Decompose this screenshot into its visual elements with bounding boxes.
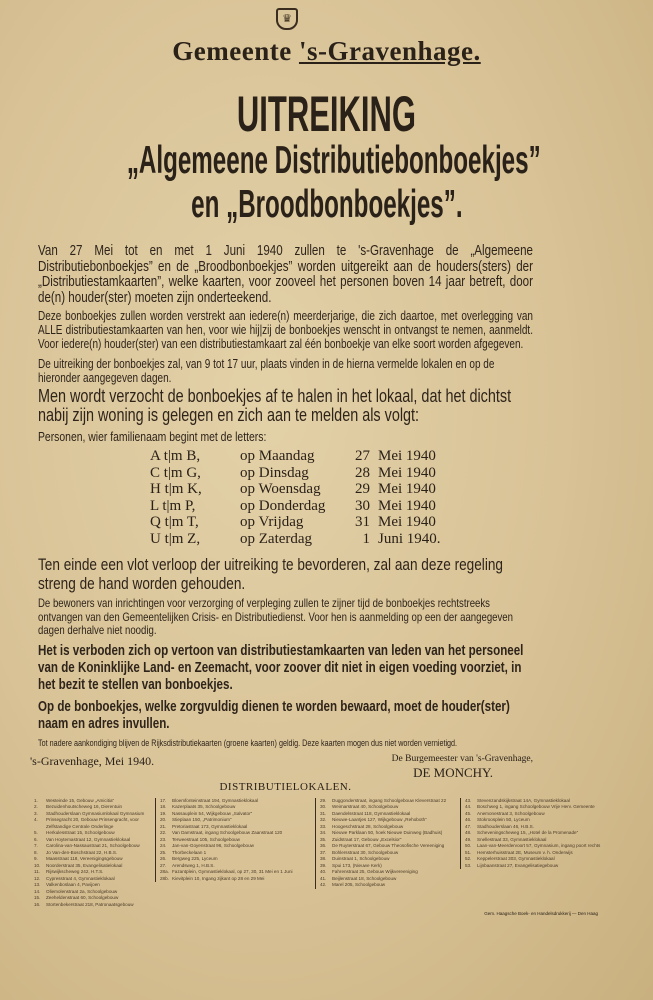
schedule-row: C t|m G, op Dinsdag 28 Mei 1940 <box>150 464 436 481</box>
poster-body <box>30 243 601 917</box>
location-address: Arendsweg 1, H.B.S. <box>172 862 215 868</box>
location-number: 25. <box>160 849 167 855</box>
location-number: 44. <box>465 804 472 809</box>
location-number: 20. <box>160 817 167 822</box>
location-number: 32. <box>320 817 327 822</box>
schedule-table <box>150 448 533 547</box>
location-address: Van Hoytemastraat 12, Gymnastieklokaal <box>46 836 131 842</box>
location-number: 14. <box>34 888 41 894</box>
location-address: Stadhouderslaan 46, H.B.S. <box>477 823 534 829</box>
paragraph-letters: Personen, wier familienaam begint met de letters: <box>38 429 267 444</box>
location-address: Bezuidenhoutscheweg 16, Dierentuin <box>46 804 123 809</box>
location-address: Duggonderstraat, ingang Schoolgebouw Kleverstraat 22 <box>332 797 447 803</box>
location-address: Hemsterhuisstraat 2E, Museum v. h. Onderwijs <box>477 849 573 855</box>
paragraph-issuance: Deze bonboekjes zullen worden verstrekt aan iedere(n) meerderjarige, die zich daartoe, met overlegging van ALLE distributiestamkaarten van hen, voor wie hij|zij de bonboekjes wenscht in ontvangst te nemen, aanmeldt. Voor iedere(n) houder(ster) van een distributiestamkaart zal één bonboekje van elke soort worden afgegeven. <box>38 309 533 351</box>
location-address: Weimarstraat 40, Schoolgebouw <box>332 804 399 809</box>
location-number: 19. <box>160 810 167 816</box>
location-number: 10. <box>34 862 41 868</box>
location-number: 40. <box>320 869 327 874</box>
location-address: Prinsegracht 20, Gebouw Prinsengracht, voor Zelfstandige Centrale Onderlinge <box>46 817 139 829</box>
location-address: Stadhouderslaan Gymnasiumlokaal Gymnasium <box>46 810 145 816</box>
signature-block <box>30 754 533 780</box>
location-address: Duinstraat 1, Schoolgebouw <box>332 856 390 861</box>
location-address: Keppelerstraat 303, Gymnastieklokaal <box>477 856 555 861</box>
location-address: Kazerplaats 35, Schoolgebouw <box>172 804 236 809</box>
location-item <box>320 882 456 889</box>
location-address: Pretoriastraat 173, Gymnastieklokaal <box>172 823 248 829</box>
location-address: Snellestraat 33, Gymnastieklokaal <box>477 836 547 842</box>
location-number: 28a. <box>160 869 169 874</box>
location-number: 23. <box>160 836 167 842</box>
location-number: 15. <box>34 895 41 900</box>
location-address: Laan-van-Meerdervoort 57, Gymnasium, ingang poort rechts <box>477 843 601 848</box>
location-number: 16. <box>34 901 41 907</box>
place-date: 's-Gravenhage, Mei 1940. <box>30 753 155 768</box>
location-number: 38. <box>320 856 327 861</box>
locations-column <box>460 798 620 870</box>
title-line-1: UITREIKING <box>236 86 417 142</box>
location-address: Lijnbaanstraat 27, Evangelisatiegebouw <box>477 862 559 868</box>
location-address: Rijswijkscheweg 242, H.T.S. <box>46 869 104 874</box>
location-number: 13. <box>34 882 41 887</box>
crest-icon: ♛ <box>276 8 298 30</box>
location-address: Nieuwe-Laantjes 127, Wijkgebouw „Rehoboth” <box>332 817 427 822</box>
location-number: 46. <box>465 817 472 822</box>
location-address: Beijlenstraat 18, Schoolgebouw <box>332 875 397 881</box>
location-address: Kievitplein 10, Ingang zijkant op 28 en 29 Mei <box>172 875 265 881</box>
location-number: 26. <box>160 856 167 861</box>
location-address: Stieplaan 150, „Patrimonium” <box>172 817 232 822</box>
location-address: Van Damstraat, ingang Schoolgebouw Zaanstraat 120 <box>172 830 283 835</box>
location-number: 35. <box>320 836 327 842</box>
location-address: Marel 205, Schoolgebouw <box>332 882 386 887</box>
location-number: 27. <box>160 862 167 868</box>
paragraph-fill-in: Op de bonboekjes, welke zorgvuldig dienen te worden bewaard, moet de houder(ster) naam en adres invullen. <box>38 698 510 732</box>
location-number: 42. <box>320 882 327 887</box>
location-item <box>465 863 616 870</box>
location-address: Jo Van-den-Boschstraat 22, H.B.S. <box>46 849 118 855</box>
paragraph-green-cards: Tot nadere aankondiging blijven de Rijksdistributiekaarten (groene kaarten) geldig. Deze kaarten mogen dus niet worden vernietigd. <box>38 737 458 748</box>
location-address: Zeeheldenstraat 60, Schoolgebouw <box>46 895 119 900</box>
location-address: Stokroosplein 50, Lyceum <box>477 817 530 822</box>
location-number: 47. <box>465 823 472 829</box>
location-address: Valkenboslaan 4, Pavijoen <box>46 882 100 887</box>
signer <box>392 754 533 780</box>
locations-heading: DISTRIBUTIELOKALEN. <box>219 780 352 793</box>
location-number: 31. <box>320 810 327 816</box>
location-address: Daendelsstraat 118, Gymnastieklokaal <box>332 810 411 816</box>
paragraph-order: Ten einde een vlot verloop der uitreiking te bevorderen, zal aan deze regeling streng de hand worden gehouden. <box>38 555 503 593</box>
location-number: 29. <box>320 797 327 803</box>
location-number: 28b. <box>160 875 169 881</box>
location-number: 34. <box>320 830 327 835</box>
location-address: Bloemfonteinstraat 194, Gymnastieklokaal <box>172 797 259 803</box>
locations-list <box>30 798 630 909</box>
paragraph-prohibition: Het is verboden zich op vertoon van distributiestamkaarten van leden van het personeel van de Koninklijke Land- en Zeemacht, voor zoover dit niet in eigen voeding voorziet, in het bezit te stellen van bonboekjes. <box>38 642 524 693</box>
location-address: Fazantplein, Gymnastieklokaal, op 27, 30, 31 Mei en 1 Juni <box>172 869 293 874</box>
location-address: Zuidstraat 17, Gebouw „Excelsior” <box>332 836 402 842</box>
location-number: 52. <box>465 856 472 861</box>
location-address: Spui 173, (Nieuwe Kerk) <box>332 862 382 868</box>
location-number: 3. <box>34 810 38 816</box>
municipality-heading <box>0 36 653 67</box>
title-line-3: en „Broodbonboekjes”. <box>190 183 463 226</box>
location-number: 8. <box>34 849 38 855</box>
locations-column <box>155 798 315 883</box>
location-number: 21. <box>160 823 167 829</box>
location-number: 37. <box>320 849 327 855</box>
location-number: 45. <box>465 810 472 816</box>
location-number: 39. <box>320 862 327 868</box>
heading-prefix: Gemeente <box>172 36 299 66</box>
paragraph-request: Men wordt verzocht de bonboekjes af te halen in het lokaal, dat het dichtst nabij zijn woning is gelegen en zich aan te melden als volgt: <box>38 386 512 425</box>
location-number: 24. <box>160 843 167 848</box>
schedule-row: Q t|m T, op Vrijdag 31 Mei 1940 <box>150 514 436 530</box>
location-number: 30. <box>320 804 327 809</box>
signer-title: De Burgemeester van 's-Gravenhage, <box>391 753 533 764</box>
location-item <box>160 876 311 883</box>
paragraph-hours: De uitreiking der bonboekjes zal, van 9 tot 17 uur, plaats vinden in de hierna vermelde lokalen en op de hieronder aangegeven dagen. <box>38 357 495 385</box>
paragraph-dates: Van 27 Mei tot en met 1 Juni 1940 zullen te 's-Gravenhage de „Algemeene Distributiebonboekjes” en de „Broodbonboekjes” worden uitgereikt aan de houders(sters) der „Distributiestamkaarten”, welke kaarten, voor zooveel het personen boven 14 jaar betreft, door de(n) houder(ster) moeten zijn onderteekend. <box>38 243 533 306</box>
location-address: Thorbeckelaan 1 <box>172 849 207 855</box>
location-number: 12. <box>34 875 41 881</box>
location-number: 50. <box>465 843 472 848</box>
location-number: 22. <box>160 830 167 835</box>
location-address: De Ruyterstraat 67, Gebouw Theosofische Vereeniging <box>332 843 445 848</box>
location-address: Bohlersstraat 30, Schoolgebouw <box>332 849 399 855</box>
location-number: 36. <box>320 843 327 848</box>
location-item <box>34 902 151 909</box>
paragraph-institutions: De bewoners van inrichtingen voor verzorging of verpleging zullen te zijner tijd de bonboekjes rechtstreeks ontvangen van den Gemeentelijken Crisis- en Distributiedienst. Voor hen is aanmelding op een der aangegeven dagen derhalve niet noodig. <box>38 596 513 637</box>
schedule-row: H t|m K, op Woensdag 29 Mei 1940 <box>150 481 436 497</box>
title-line-2: „Algemeene Distributiebonboekjes” <box>126 139 541 182</box>
location-number: 2. <box>34 804 38 809</box>
locations-column <box>30 798 155 909</box>
location-address: Cypresstraat 4, Gymnastieklokaal <box>46 875 115 881</box>
location-number: 1. <box>34 797 38 803</box>
location-number: 7. <box>34 843 38 848</box>
location-address: Scheveningscheweg 15, „Hotel de la Promenade” <box>477 830 579 835</box>
location-number: 6. <box>34 836 38 842</box>
location-number: 17. <box>160 797 167 803</box>
location-address: Boschweg 1, ingang Schoolgebouw Vrije Herv. Gemeente <box>477 804 595 809</box>
location-number: 33. <box>320 823 327 829</box>
location-number: 4. <box>34 817 38 822</box>
location-number: 5. <box>34 830 38 835</box>
location-number: 41. <box>320 875 327 881</box>
schedule-row: U t|m Z, op Zaterdag 1 Juni 1940. <box>150 530 441 547</box>
location-address: Nassauplein 54, Wijkgebouw „Salvator” <box>172 810 253 816</box>
location-number: 18. <box>160 804 167 809</box>
location-number: 53. <box>465 862 472 868</box>
location-address: Hoogeschstraat 28, Schoolgebouw <box>332 823 404 829</box>
location-address: Westeinde 15, Gebouw „Amicitia” <box>46 797 115 803</box>
location-number: 43. <box>465 797 472 803</box>
location-number: 49. <box>465 836 472 842</box>
schedule-row: A t|m B, op Maandag 27 Mei 1940 <box>150 448 436 464</box>
signer-name: DE MONCHY. <box>413 764 493 780</box>
location-address: Stortenbekerstraat 218, Patronaatsgebouw <box>46 901 134 907</box>
location-number: 11. <box>34 869 41 874</box>
location-address: Anemonestraat 3, Schoolgebouw <box>477 810 545 816</box>
location-address: Carolina-van-Nassaustraat 21, Schoolgebouw <box>46 843 140 848</box>
location-number: 48. <box>465 830 472 835</box>
location-address: Oliemolenstraat 2a, Schoolgebouw <box>46 888 118 894</box>
locations-column <box>315 798 460 889</box>
schedule-row: L t|m P, op Donderdag 30 Mei 1940 <box>150 497 436 514</box>
location-address: Maasstraat 118, Vereenigingsgebouw <box>46 856 123 861</box>
location-address: Jan-van-Goyenstraat 96, Schoolgebouw <box>172 843 254 848</box>
heading-city: 's-Gravenhage. <box>298 36 481 66</box>
location-address: Noorderstraat 35, Evangelisatielokaal <box>46 862 123 868</box>
location-address: Bergweg 225, Lyceum <box>172 856 218 861</box>
location-address: Fahrenstraat 25, Gebouw Wijkvereeniging <box>332 869 418 874</box>
printer-credit: Gem. Haagsche Boek- en Handelsdrukkerij — Den Haag <box>484 911 598 916</box>
location-item <box>34 817 151 830</box>
location-number: 51. <box>465 849 472 855</box>
location-number: 9. <box>34 856 38 861</box>
location-address: Nieuwe Parklaan 50, hoek Nieuwe Duinweg (Badhuis) <box>332 830 443 835</box>
location-address: Herkulesstraat 15, Schoolgebouw <box>46 830 115 835</box>
location-address: Stevenzandskijkstraat 14A, Gymnastieklokaal <box>477 797 570 803</box>
location-address: Terweestraat 105, Schoolgebouw <box>172 836 240 842</box>
